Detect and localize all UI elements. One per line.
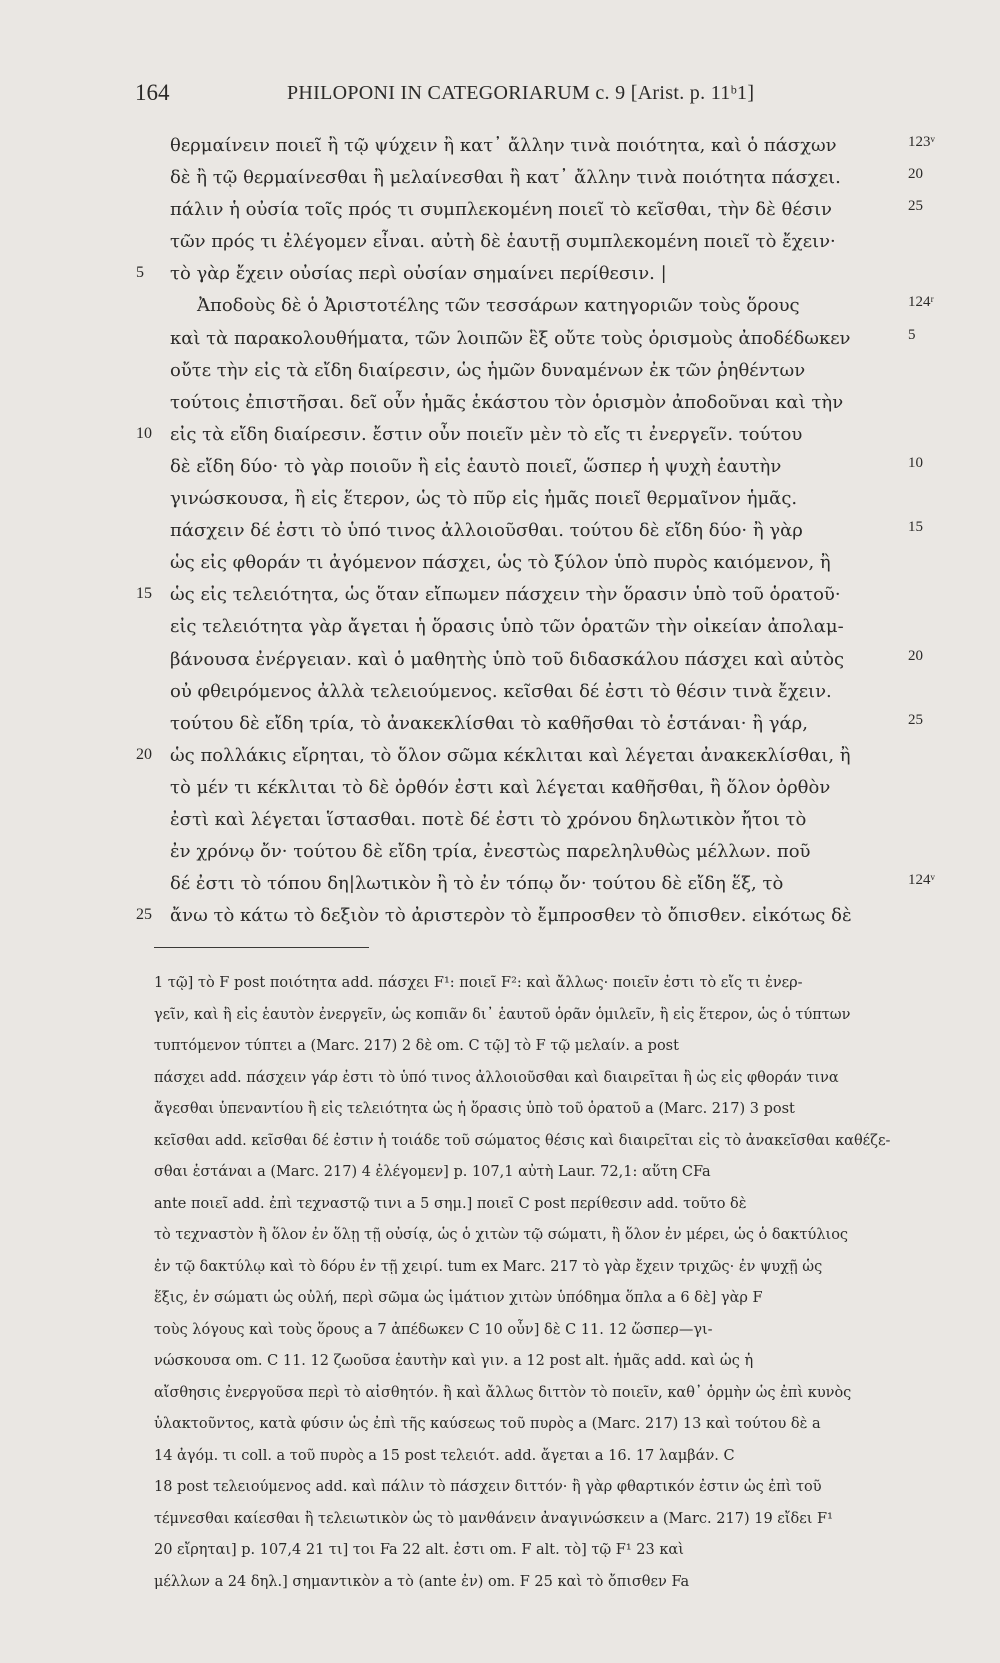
apparatus-line: νώσκουσα om. C 11. 12 ζωοῦσα ἑαυτὴν καὶ γιν. a 12 post alt. ἡμᾶς add. καὶ ὡς ἡ — [154, 1353, 754, 1369]
text-line — [0, 836, 1000, 868]
line-text: ἄνω τὸ κάτω τὸ δεξιὸν τὸ ἀριστερὸν τὸ ἔμπροσθεν τὸ ὄπισθεν. εἰκότως δὲ — [170, 905, 852, 927]
apparatus-line: αἴσθησις ἐνεργοῦσα περὶ τὸ αἰσθητόν. ἢ καὶ ἄλλως διττὸν τὸ ποιεῖν, καθ᾽ ὁρμὴν ὡς ἐπὶ κυνὸς — [154, 1384, 852, 1401]
apparatus-line: πάσχει add. πάσχειν γάρ ἐστι τὸ ὑπό τινος ἀλλοιοῦσθαι καὶ διαιρεῖται ἢ ὡς εἰς φθοράν τινα — [154, 1069, 839, 1086]
text-line — [0, 804, 1000, 836]
margin-reference: 5 — [908, 326, 916, 343]
line-text: δὲ εἴδη δύο· τὸ γὰρ ποιοῦν ἢ εἰς ἑαυτὸ ποιεῖ, ὥσπερ ἡ ψυχὴ ἑαυτὴν — [170, 455, 782, 477]
line-text: τὸ μέν τι κέκλιται τὸ δὲ ὀρθόν ἐστι καὶ λέγεται καθῆσθαι, ἢ ὅλον ὀρθὸν — [170, 776, 831, 798]
text-line — [0, 644, 1000, 676]
margin-reference: 124ʳ — [908, 294, 934, 311]
line-number: 20 — [136, 745, 152, 763]
line-text: δὲ ἢ τῷ θερμαίνεσθαι ἢ μελαίνεσθαι ἢ κατ᾽ ἄλλην τινὰ ποιότητα πάσχει. — [170, 167, 841, 189]
text-line — [0, 323, 1000, 355]
apparatus-line: ante ποιεῖ add. ἐπὶ τεχναστῷ τινι a 5 σημ.] ποιεῖ C post περίθεσιν add. τοῦτο δὲ — [154, 1195, 747, 1212]
line-text: θερμαίνειν ποιεῖ ἢ τῷ ψύχειν ἢ κατ᾽ ἄλλην τινὰ ποιότητα, καὶ ὁ πάσχων — [170, 135, 837, 156]
line-number: 25 — [136, 906, 152, 924]
text-line — [0, 130, 1000, 162]
text-line — [0, 451, 1000, 483]
text-line — [0, 419, 1000, 451]
apparatus-line: σθαι ἑστάναι a (Marc. 217) 4 ἐλέγομεν] p. 107,1 αὐτὴ Laur. 72,1: αὕτη CFa — [154, 1164, 711, 1180]
margin-reference: 20 — [908, 166, 923, 183]
text-line — [0, 868, 1000, 900]
line-text: καὶ τὰ παρακολουθήματα, τῶν λοιπῶν ἓξ οὔτε τοὺς ὁρισμοὺς ἀποδέδωκεν — [170, 327, 851, 349]
text-line — [0, 194, 1000, 226]
line-text: πάσχειν δέ ἐστι τὸ ὑπό τινος ἀλλοιοῦσθαι. τούτου δὲ εἴδη δύο· ἢ γὰρ — [170, 520, 803, 542]
line-text: οὐ φθειρόμενος ἀλλὰ τελειούμενος. κεῖσθαι δέ ἐστι τὸ θέσιν τινὰ ἔχειν. — [170, 680, 832, 702]
text-line — [0, 355, 1000, 387]
margin-reference: 20 — [908, 647, 923, 664]
apparatus-line: 14 ἀγόμ. τι coll. a τοῦ πυρὸς a 15 post τελειότ. add. ἄγεται a 16. 17 λαμβάν. C — [154, 1447, 735, 1464]
line-text: ὡς εἰς τελειότητα, ὡς ὅταν εἴπωμεν πάσχειν τὴν ὅρασιν ὑπὸ τοῦ ὁρατοῦ· — [170, 584, 841, 606]
margin-reference: 10 — [908, 454, 923, 471]
apparatus-line: 18 post τελειούμενος add. καὶ πάλιν τὸ πάσχειν διττόν· ἢ γὰρ φθαρτικόν ἐστιν ὡς ἐπὶ τοῦ — [154, 1479, 822, 1495]
running-title: PHILOPONI IN CATEGORIARUM c. 9 [Arist. p. 11ᵇ1] — [287, 82, 755, 104]
line-text: πάλιν ἡ οὐσία τοῖς πρός τι συμπλεκομένη ποιεῖ τὸ κεῖσθαι, τὴν δὲ θέσιν — [170, 199, 832, 221]
line-text: οὔτε τὴν εἰς τὰ εἴδη διαίρεσιν, ὡς ἡμῶν δυναμένων ἐκ τῶν ῥηθέντων — [170, 359, 806, 381]
apparatus-line: τέμνεσθαι καίεσθαι ἢ τελειωτικὸν ὡς τὸ μανθάνειν ἀναγινώσκειν a (Marc. 217) 19 εἴδει F¹ — [154, 1510, 833, 1527]
apparatus-line: 1 τῷ] τὸ F post ποιότητα add. πάσχει F¹: ποιεῖ F²: καὶ ἄλλως· ποιεῖν ἐστι τὸ εἴς τι ἐνερ- — [154, 975, 803, 991]
text-line — [0, 676, 1000, 708]
text-line — [0, 708, 1000, 740]
apparatus-line: ἄγεσθαι ὑπεναντίου ἢ εἰς τελειότητα ὡς ἡ ὅρασις ὑπὸ τοῦ ὁρατοῦ a (Marc. 217) 3 post — [154, 1101, 795, 1117]
page-header — [135, 80, 905, 120]
line-number: 15 — [136, 585, 152, 603]
margin-reference: 25 — [908, 711, 923, 728]
text-line — [0, 387, 1000, 419]
margin-reference: 124ᵛ — [908, 872, 935, 889]
margin-reference: 123ᵛ — [908, 134, 935, 150]
line-number: 10 — [136, 424, 152, 442]
footnote-rule — [154, 947, 369, 948]
text-line — [0, 290, 1000, 322]
line-number: 5 — [136, 264, 144, 282]
text-line — [0, 740, 1000, 772]
text-line — [0, 226, 1000, 258]
apparatus-line: τὸ τεχναστὸν ἢ ὅλον ἐν ὅλῃ τῇ οὐσίᾳ, ὡς ὁ χιτὼν τῷ σώματι, ἢ ὅλον ἐν μέρει, ὡς ὁ δακτύλιος — [154, 1227, 849, 1243]
line-text: βάνουσα ἐνέργειαν. καὶ ὁ μαθητὴς ὑπὸ τοῦ διδασκάλου πάσχει καὶ αὐτὸς — [170, 648, 845, 670]
line-text: δέ ἐστι τὸ τόπου δη|λωτικὸν ἢ τὸ ἐν τόπῳ ὄν· τούτου δὲ εἴδη ἕξ, τὸ — [170, 873, 784, 895]
apparatus-line: γεῖν, καὶ ἢ εἰς ἑαυτὸν ἐνεργεῖν, ὡς κοπιᾶν δι᾽ ἑαυτοῦ ὁρᾶν ὁμιλεῖν, ἢ εἰς ἕτερον, ὡς ὁ τύπτων — [154, 1006, 851, 1023]
line-text: ὡς εἰς φθοράν τι ἀγόμενον πάσχει, ὡς τὸ ξύλον ὑπὸ πυρὸς καιόμενον, ἢ — [170, 552, 831, 574]
page-number: 164 — [135, 80, 170, 105]
line-text: ἐστὶ καὶ λέγεται ἵστασθαι. ποτὲ δέ ἐστι τὸ χρόνου δηλωτικὸν ἤτοι τὸ — [170, 808, 807, 830]
text-line — [0, 483, 1000, 515]
text-line — [0, 611, 1000, 643]
apparatus-line: τυπτόμενον τύπτει a (Marc. 217) 2 δὲ om. C τῷ] τὸ F τῷ μελαίν. a post — [154, 1038, 679, 1054]
apparatus-line: μέλλων a 24 δηλ.] σημαντικὸν a τὸ (ante ἐν) om. F 25 καὶ τὸ ὄπισθεν Fa — [154, 1573, 690, 1590]
text-line — [0, 579, 1000, 611]
line-text: Ἀποδοὺς δὲ ὁ Ἀριστοτέλης τῶν τεσσάρων κατηγοριῶν τοὺς ὅρους — [197, 295, 800, 317]
line-text: εἰς τελειότητα γὰρ ἄγεται ἡ ὅρασις ὑπὸ τῶν ὁρατῶν τὴν οἰκείαν ἀπολαμ- — [170, 616, 844, 638]
line-text: ἐν χρόνῳ ὄν· τούτου δὲ εἴδη τρία, ἐνεστὼς παρεληλυθὼς μέλλων. ποῦ — [170, 841, 811, 863]
line-text: τούτοις ἐπιστῆσαι. δεῖ οὖν ἡμᾶς ἑκάστου τὸν ὁρισμὸν ἀποδοῦναι καὶ τὴν — [170, 391, 844, 413]
apparatus-line: κεῖσθαι add. κεῖσθαι δέ ἐστιν ἡ τοιάδε τοῦ σώματος θέσις καὶ διαιρεῖται εἰς τὸ ἀνακεῖσθαι καθέζε- — [154, 1132, 891, 1149]
apparatus-line: ὑλακτοῦντος, κατὰ φύσιν ὡς ἐπὶ τῆς καύσεως τοῦ πυρὸς a (Marc. 217) 13 καὶ τούτου δὲ a — [154, 1416, 821, 1432]
apparatus-line: ἕξις, ἐν σώματι ὡς οὐλή, περὶ σῶμα ὡς ἱμάτιον χιτὼν ὑπόδημα ὅπλα a 6 δὲ] γὰρ F — [154, 1290, 763, 1306]
text-line — [0, 900, 1000, 932]
line-text: τὸ γὰρ ἔχειν οὐσίας περὶ οὐσίαν σημαίνει περίθεσιν. | — [170, 263, 667, 285]
text-line — [0, 772, 1000, 804]
text-line — [0, 547, 1000, 579]
apparatus-line: ἐν τῷ δακτύλῳ καὶ τὸ δόρυ ἐν τῇ χειρί. tum ex Marc. 217 τὸ γὰρ ἔχειν τριχῶς· ἐν ψυχῇ ὡς — [154, 1258, 823, 1275]
text-line — [0, 162, 1000, 194]
line-text: γινώσκουσα, ἢ εἰς ἕτερον, ὡς τὸ πῦρ εἰς ἡμᾶς ποιεῖ θερμαῖνον ἡμᾶς. — [170, 488, 798, 510]
line-text: ὡς πολλάκις εἴρηται, τὸ ὅλον σῶμα κέκλιται καὶ λέγεται ἀνακεκλίσθαι, ἢ — [170, 744, 851, 766]
text-line — [0, 515, 1000, 547]
main-text — [0, 130, 1000, 932]
text-line — [0, 258, 1000, 290]
line-text: τούτου δὲ εἴδη τρία, τὸ ἀνακεκλίσθαι τὸ καθῆσθαι τὸ ἑστάναι· ἢ γάρ, — [170, 712, 808, 734]
line-text: τῶν πρός τι ἐλέγομεν εἶναι. αὐτὴ δὲ ἑαυτῇ συμπλεκομένη ποιεῖ τὸ ἔχειν· — [170, 231, 836, 253]
apparatus-line: τοὺς λόγους καὶ τοὺς ὅρους a 7 ἀπέδωκεν C 10 οὖν] δὲ C 11. 12 ὥσπερ—γι- — [154, 1321, 713, 1338]
line-text: εἰς τὰ εἴδη διαίρεσιν. ἔστιν οὖν ποιεῖν μὲν τὸ εἴς τι ἐνεργεῖν. τούτου — [170, 423, 803, 445]
apparatus-line: 20 εἴρηται] p. 107,4 21 τι] τοι Fa 22 alt. ἐστι om. F alt. τὸ] τῷ F¹ 23 καὶ — [154, 1542, 684, 1558]
margin-reference: 25 — [908, 198, 923, 215]
margin-reference: 15 — [908, 519, 923, 536]
